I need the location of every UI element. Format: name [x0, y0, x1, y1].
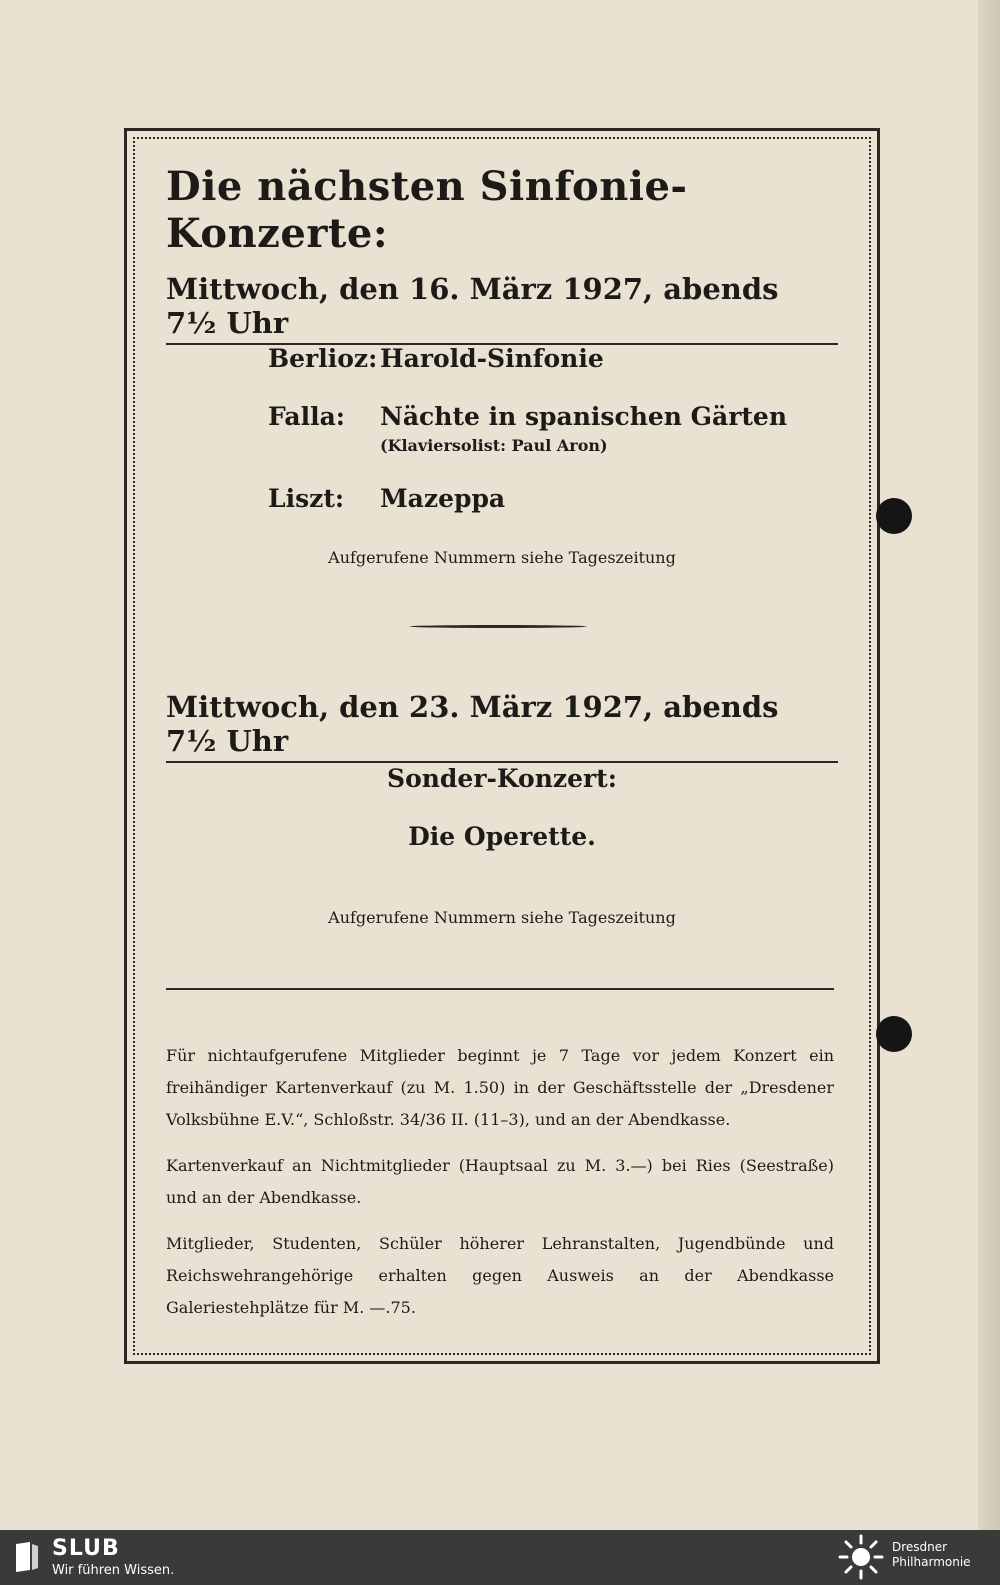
slub-tagline: Wir führen Wissen.: [52, 1563, 175, 1578]
philharmonie-logo-icon: [838, 1534, 884, 1580]
work-title: Harold-Sinfonie: [380, 344, 604, 373]
page-title: Die nächsten Sinfonie-Konzerte:: [166, 163, 688, 257]
divider-ornament: [409, 625, 587, 628]
punch-hole: [876, 1016, 912, 1052]
composer-name: Liszt:: [268, 484, 345, 513]
info-paragraph: Für nichtaufgerufene Mitglieder beginnt je 7 Tage vor jedem Konzert ein freihändiger Kartenverkauf (zu M. 1.50) in der Geschäftsstelle der „Dresdener Volksbühne E.V.“, Schloßstr. 34/36 II. (11–3), und an der Abendkasse.: [166, 1046, 834, 1129]
concert-2-date: Mittwoch, den 23. März 1927, abends 7½ Uhr: [166, 690, 838, 763]
concert-2-type: Sonder-Konzert:: [387, 764, 617, 793]
slub-name: SLUB: [52, 1536, 120, 1561]
philharmonie-name: [892, 1540, 971, 1570]
page-edge: [978, 0, 1000, 1530]
composer-name: Falla:: [268, 402, 346, 431]
philharmonie-line-1: Dresdner: [892, 1540, 948, 1554]
section-divider: [166, 988, 834, 990]
slub-logo-icon: [14, 1540, 40, 1574]
work-title: Nächte in spanischen Gärten: [380, 402, 788, 431]
work-title: Mazeppa: [380, 484, 506, 513]
philharmonie-line-2: Philharmonie: [892, 1555, 971, 1569]
punch-hole: [876, 498, 912, 534]
composer-name: Berlioz:: [268, 344, 378, 373]
concert-2-note: Aufgerufene Nummern siehe Tageszeitung: [328, 908, 676, 927]
concert-1-date: Mittwoch, den 16. März 1927, abends 7½ Uhr: [166, 272, 838, 345]
soloist-note: (Klaviersolist: Paul Aron): [380, 436, 608, 455]
concert-2-title: Die Operette.: [408, 822, 596, 851]
info-paragraph: Mitglieder, Studenten, Schüler höherer Lehranstalten, Jugendbünde und Reichswehrangehörige erhalten gegen Ausweis an der Abendkasse Galeriestehplätze für M. —.75.: [166, 1234, 834, 1317]
viewer-footer: [0, 1530, 1000, 1585]
concert-1-note: Aufgerufene Nummern siehe Tageszeitung: [328, 548, 676, 567]
info-paragraph: Kartenverkauf an Nichtmitglieder (Hauptsaal zu M. 3.—) bei Ries (Seestraße) und an der Abendkasse.: [166, 1156, 834, 1207]
